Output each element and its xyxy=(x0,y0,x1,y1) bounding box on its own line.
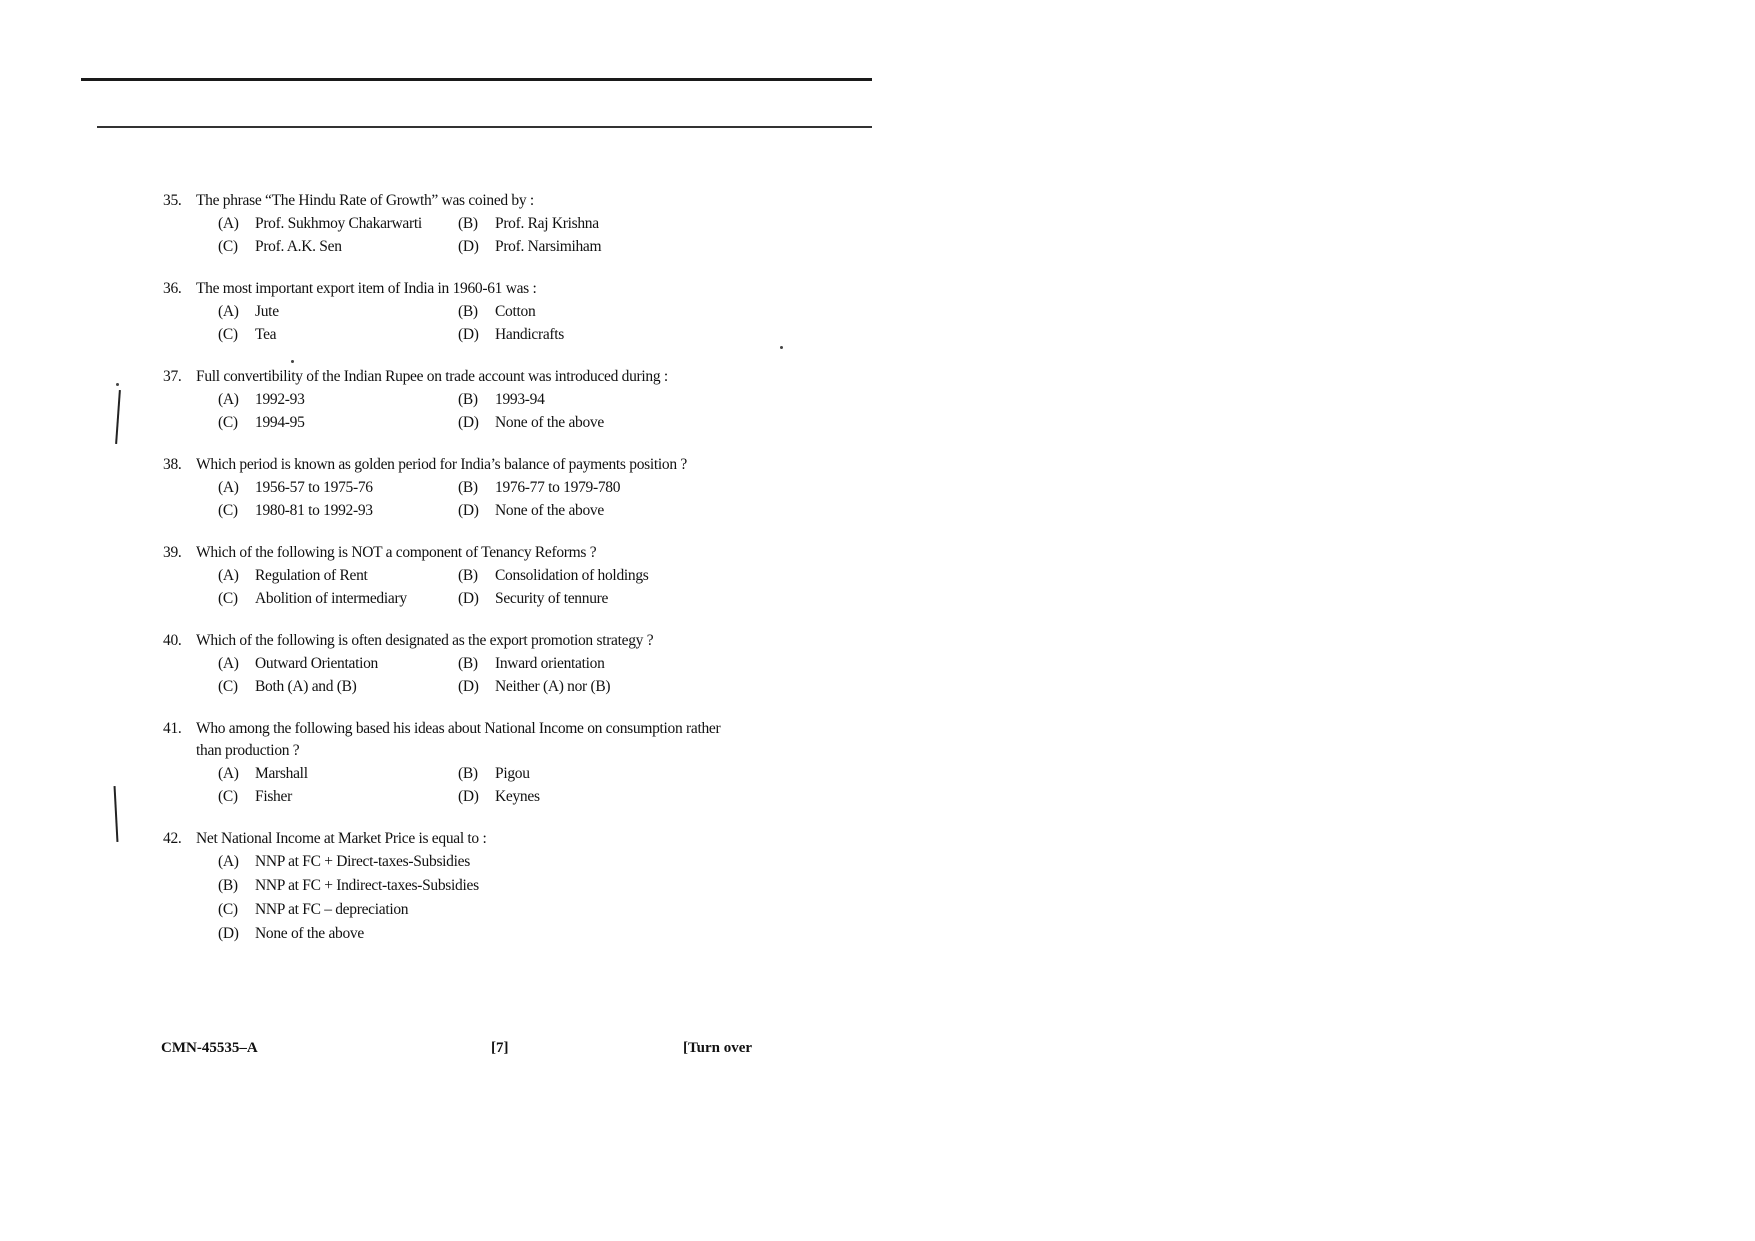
margin-pen-mark xyxy=(114,786,119,842)
speck xyxy=(116,383,119,386)
option-a: (A) 1992-93 xyxy=(218,391,305,408)
question-text: Net National Income at Market Price is equal to : xyxy=(196,830,487,847)
option-c: (C) Both (A) and (B) xyxy=(218,678,357,695)
question-text: The most important export item of India in 1960-61 was : xyxy=(196,280,537,297)
option-a: (A) Jute xyxy=(218,303,279,320)
options xyxy=(218,564,723,610)
option-b: (B) Cotton xyxy=(458,303,536,320)
question-text: Which of the following is often designated as the export promotion strategy ? xyxy=(196,632,654,649)
question-37 xyxy=(163,366,723,434)
question-number: 40. xyxy=(163,632,182,649)
question-text: The phrase “The Hindu Rate of Growth” was coined by : xyxy=(196,192,534,209)
margin-pen-mark xyxy=(115,390,121,444)
question-36 xyxy=(163,278,723,346)
option-c: (C) Tea xyxy=(218,326,277,343)
question-number: 35. xyxy=(163,192,182,209)
option-b: (B) Pigou xyxy=(458,765,530,782)
option-d: (D) None of the above xyxy=(458,502,604,519)
question-text: Who among the following based his ideas about National Income on consumption rather than production ? xyxy=(196,720,721,759)
option-d: (D) None of the above xyxy=(458,414,604,431)
top-rule xyxy=(81,78,872,81)
options xyxy=(218,476,723,522)
question-39 xyxy=(163,542,723,610)
options xyxy=(218,388,723,434)
option-b: (B) Consolidation of holdings xyxy=(458,567,649,584)
option-d: (D) Handicrafts xyxy=(458,326,565,343)
question-35 xyxy=(163,190,723,258)
turn-over-note: [Turn over xyxy=(683,1040,753,1056)
question-38 xyxy=(163,454,723,522)
option-d: (D) Prof. Narsimiham xyxy=(458,238,602,255)
question-number: 38. xyxy=(163,456,182,473)
option-c: (C) NNP at FC – depreciation xyxy=(218,901,409,918)
question-41 xyxy=(163,718,723,808)
option-c: (C) Abolition of intermediary xyxy=(218,590,407,607)
option-d: (D) None of the above xyxy=(218,925,364,942)
option-c: (C) 1980-81 to 1992-93 xyxy=(218,502,373,519)
option-b: (B) Inward orientation xyxy=(458,655,605,672)
question-text: Which of the following is NOT a component of Tenancy Reforms ? xyxy=(196,544,597,561)
option-b: (B) Prof. Raj Krishna xyxy=(458,215,599,232)
options xyxy=(218,300,723,346)
option-a: (A) Regulation of Rent xyxy=(218,567,368,584)
option-a: (A) Prof. Sukhmoy Chakarwarti xyxy=(218,215,422,232)
option-a: (A) 1956-57 to 1975-76 xyxy=(218,479,373,496)
question-number: 36. xyxy=(163,280,182,297)
option-b: (B) NNP at FC + Indirect-taxes-Subsidies xyxy=(218,877,479,894)
question-number: 39. xyxy=(163,544,182,561)
option-d: (D) Security of tennure xyxy=(458,590,609,607)
question-42 xyxy=(163,828,723,946)
option-a: (A) NNP at FC + Direct-taxes-Subsidies xyxy=(218,853,470,870)
options xyxy=(218,652,723,698)
question-40 xyxy=(163,630,723,698)
page-number: [7] xyxy=(491,1040,509,1056)
paper-code: CMN-45535–A xyxy=(161,1040,258,1056)
options xyxy=(218,762,723,808)
option-c: (C) 1994-95 xyxy=(218,414,305,431)
option-a: (A) Outward Orientation xyxy=(218,655,379,672)
speck xyxy=(780,346,783,349)
question-number: 37. xyxy=(163,368,182,385)
question-number: 41. xyxy=(163,720,182,737)
options xyxy=(218,850,723,946)
question-text: Full convertibility of the Indian Rupee on trade account was introduced during : xyxy=(196,368,668,385)
option-a: (A) Marshall xyxy=(218,765,308,782)
options xyxy=(218,212,723,258)
option-d: (D) Neither (A) nor (B) xyxy=(458,678,611,695)
option-c: (C) Fisher xyxy=(218,788,292,805)
option-b: (B) 1976-77 to 1979-780 xyxy=(458,479,621,496)
second-rule xyxy=(97,126,872,128)
question-list xyxy=(163,190,723,966)
option-b: (B) 1993-94 xyxy=(458,391,545,408)
question-number: 42. xyxy=(163,830,182,847)
option-d: (D) Keynes xyxy=(458,788,540,805)
option-c: (C) Prof. A.K. Sen xyxy=(218,238,342,255)
question-text: Which period is known as golden period for India’s balance of payments position ? xyxy=(196,456,687,473)
